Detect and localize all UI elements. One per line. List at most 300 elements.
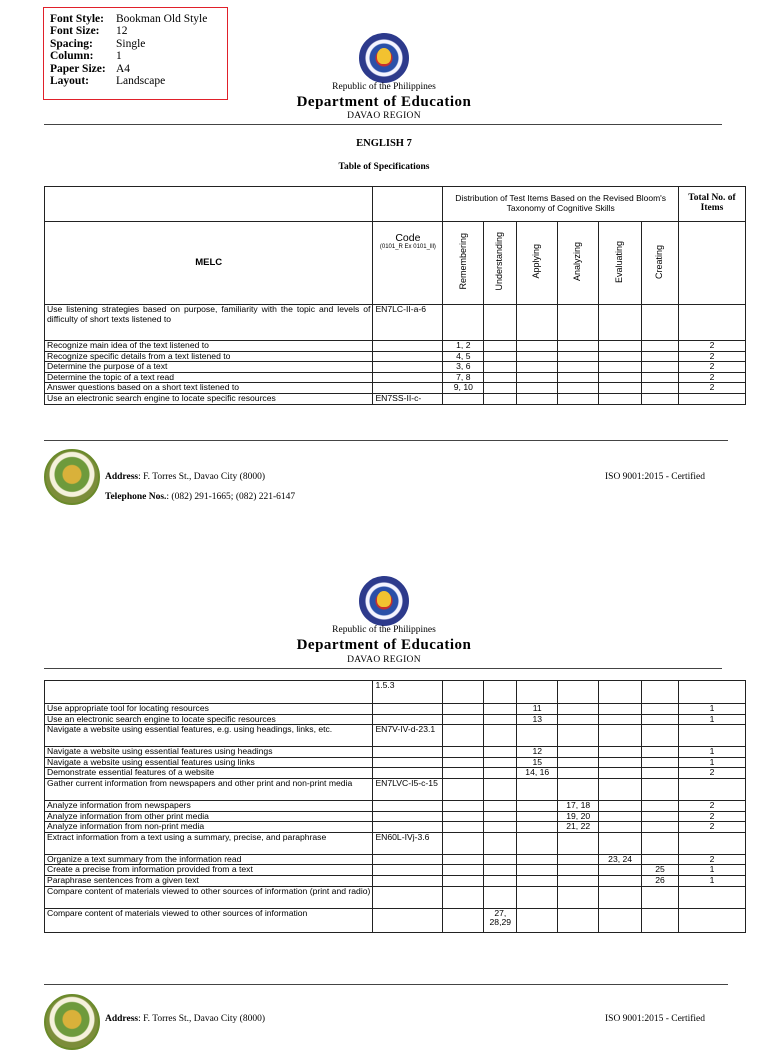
melc-cell: Gather current information from newspapers and other print and non-print media	[45, 778, 373, 800]
item-number-cell: 11	[517, 704, 558, 715]
level-label: Understanding	[494, 232, 505, 291]
total-cell	[679, 393, 746, 404]
item-number-cell: 3, 6	[443, 362, 484, 373]
address-line: Address: F. Torres St., Davao City (8000)	[105, 472, 265, 482]
item-number-cell	[517, 725, 558, 747]
format-note-key: Spacing:	[50, 37, 93, 50]
item-number-cell	[642, 800, 679, 811]
melc-cell: Determine the purpose of a text	[45, 362, 373, 373]
deped-seal-icon	[359, 33, 409, 83]
item-number-cell	[517, 351, 558, 362]
item-number-cell	[558, 714, 599, 725]
table-row	[45, 778, 746, 800]
item-number-cell	[558, 908, 599, 932]
specifications-table-page2	[44, 680, 746, 933]
item-number-cell	[443, 875, 484, 886]
melc-cell: Navigate a website using essential features, e.g. using headings, links, etc.	[45, 725, 373, 747]
item-number-cell	[443, 832, 484, 854]
level-header	[517, 222, 558, 305]
item-number-cell	[484, 865, 517, 876]
table-row	[45, 747, 746, 758]
division-logo-icon	[44, 994, 100, 1050]
item-number-cell	[599, 865, 642, 876]
total-cell: 2	[679, 800, 746, 811]
item-number-cell: 4, 5	[443, 351, 484, 362]
level-label: Applying	[531, 244, 542, 279]
item-number-cell	[558, 757, 599, 768]
item-number-cell	[642, 393, 679, 404]
melc-cell: Use an electronic search engine to locate specific resources	[45, 393, 373, 404]
item-number-cell	[599, 768, 642, 779]
item-number-cell	[558, 854, 599, 865]
code-cell	[373, 747, 443, 758]
item-number-cell	[517, 875, 558, 886]
melc-cell: Use appropriate tool for locating resources	[45, 704, 373, 715]
item-number-cell: 26	[642, 875, 679, 886]
total-cell: 2	[679, 383, 746, 394]
item-number-cell	[599, 811, 642, 822]
item-number-cell	[484, 778, 517, 800]
region-label: DAVAO REGION	[347, 111, 421, 121]
republic-label: Republic of the Philippines	[332, 82, 436, 92]
item-number-cell	[443, 681, 484, 704]
item-number-cell	[484, 362, 517, 373]
table-row	[45, 681, 746, 704]
total-cell: 2	[679, 822, 746, 833]
item-number-cell	[599, 681, 642, 704]
item-number-cell	[517, 383, 558, 394]
total-cell	[679, 778, 746, 800]
melc-cell: Use an electronic search engine to locate specific resources	[45, 714, 373, 725]
melc-cell: Recognize main idea of the text listened to	[45, 341, 373, 352]
footer-rule	[44, 440, 728, 441]
item-number-cell	[558, 725, 599, 747]
item-number-cell	[599, 822, 642, 833]
item-number-cell	[599, 305, 642, 341]
format-note-row	[50, 38, 227, 50]
table-row	[45, 854, 746, 865]
item-number-cell	[484, 681, 517, 704]
item-number-cell	[599, 832, 642, 854]
item-number-cell: 13	[517, 714, 558, 725]
header-rule	[44, 668, 722, 669]
item-number-cell	[558, 704, 599, 715]
format-note-value: 12	[116, 25, 128, 38]
item-number-cell: 1, 2	[443, 341, 484, 352]
item-number-cell	[642, 305, 679, 341]
item-number-cell	[517, 305, 558, 341]
item-number-cell	[484, 757, 517, 768]
subject-title: ENGLISH 7	[356, 138, 412, 149]
table-row	[45, 372, 746, 383]
format-note-row	[50, 50, 227, 62]
total-cell	[679, 305, 746, 341]
item-number-cell	[558, 886, 599, 908]
total-cell: 1	[679, 704, 746, 715]
item-number-cell	[443, 714, 484, 725]
level-label: Evaluating	[614, 240, 625, 283]
table-row	[45, 908, 746, 932]
code-header-label: Code	[395, 232, 421, 244]
item-number-cell	[443, 768, 484, 779]
item-number-cell: 7, 8	[443, 372, 484, 383]
format-note-key: Font Size:	[50, 25, 100, 38]
item-number-cell: 14, 16	[517, 768, 558, 779]
code-cell: 1.5.3	[373, 681, 443, 704]
item-number-cell: 21, 22	[558, 822, 599, 833]
department-title: Department of Education	[296, 637, 472, 653]
item-number-cell	[599, 778, 642, 800]
melc-cell: Determine the topic of a text read	[45, 372, 373, 383]
item-number-cell	[599, 747, 642, 758]
item-number-cell	[558, 341, 599, 352]
item-number-cell	[443, 725, 484, 747]
code-cell	[373, 800, 443, 811]
item-number-cell	[443, 747, 484, 758]
melc-cell: Extract information from a text using a summary, precise, and paraphrase	[45, 832, 373, 854]
total-cell	[679, 886, 746, 908]
format-note-value: Landscape	[116, 75, 166, 88]
code-cell	[373, 811, 443, 822]
address-line: Address: F. Torres St., Davao City (8000)	[105, 1014, 265, 1024]
item-number-cell	[517, 362, 558, 373]
item-number-cell	[558, 865, 599, 876]
table-row	[45, 341, 746, 352]
item-number-cell	[517, 865, 558, 876]
item-number-cell	[484, 341, 517, 352]
item-number-cell	[443, 393, 484, 404]
table-row	[45, 757, 746, 768]
blank-header-cell	[679, 222, 746, 305]
item-number-cell: 27, 28,29	[484, 908, 517, 932]
item-number-cell	[642, 908, 679, 932]
item-number-cell	[517, 854, 558, 865]
item-number-cell	[599, 714, 642, 725]
item-number-cell	[517, 811, 558, 822]
level-label: Analyzing	[572, 242, 583, 282]
melc-header: MELC	[45, 222, 373, 305]
item-number-cell	[642, 832, 679, 854]
code-cell	[373, 822, 443, 833]
format-note-key: Column:	[50, 50, 94, 63]
melc-cell	[45, 681, 373, 704]
item-number-cell	[599, 886, 642, 908]
iso-certification: ISO 9001:2015 - Certified	[605, 1014, 706, 1024]
code-header-sub: (0101_R Ex 0101_lll)	[379, 243, 436, 250]
table-row	[45, 393, 746, 404]
item-number-cell	[484, 854, 517, 865]
table-row	[45, 822, 746, 833]
code-cell	[373, 341, 443, 352]
department-title: Department of Education	[296, 94, 472, 110]
total-cell	[679, 908, 746, 932]
table-row	[45, 305, 746, 341]
blank-header-cell	[373, 187, 443, 222]
item-number-cell	[558, 681, 599, 704]
item-number-cell	[517, 372, 558, 383]
item-number-cell	[558, 351, 599, 362]
item-number-cell	[642, 757, 679, 768]
melc-cell: Demonstrate essential features of a website	[45, 768, 373, 779]
melc-cell: Organize a text summary from the information read	[45, 854, 373, 865]
item-number-cell	[599, 351, 642, 362]
item-number-cell	[484, 393, 517, 404]
item-number-cell	[484, 811, 517, 822]
melc-cell: Analyze information from non-print media	[45, 822, 373, 833]
melc-cell: Analyze information from other print media	[45, 811, 373, 822]
table-row	[45, 832, 746, 854]
code-cell	[373, 362, 443, 373]
melc-cell: Navigate a website using essential features using links	[45, 757, 373, 768]
table-row	[45, 886, 746, 908]
table-row	[45, 875, 746, 886]
item-number-cell	[484, 372, 517, 383]
item-number-cell	[517, 908, 558, 932]
total-cell	[679, 725, 746, 747]
item-number-cell	[484, 832, 517, 854]
melc-cell: Use listening strategies based on purpose, familiarity with the topic and levels of difficulty of short texts listened to	[45, 305, 373, 341]
deped-seal-icon	[359, 576, 409, 626]
table-row	[45, 811, 746, 822]
item-number-cell	[484, 822, 517, 833]
item-number-cell	[642, 725, 679, 747]
code-cell	[373, 875, 443, 886]
code-cell	[373, 383, 443, 394]
item-number-cell	[558, 747, 599, 758]
region-label: DAVAO REGION	[347, 655, 421, 665]
item-number-cell	[443, 305, 484, 341]
melc-cell: Answer questions based on a short text listened to	[45, 383, 373, 394]
item-number-cell	[517, 886, 558, 908]
item-number-cell	[443, 811, 484, 822]
code-cell	[373, 351, 443, 362]
item-number-cell	[599, 383, 642, 394]
code-cell: EN7LC-II-a-6	[373, 305, 443, 341]
format-note-key: Layout:	[50, 75, 89, 88]
item-number-cell	[642, 778, 679, 800]
table-row	[45, 865, 746, 876]
melc-cell: Compare content of materials viewed to other sources of information (print and radio)	[45, 886, 373, 908]
item-number-cell	[642, 822, 679, 833]
item-number-cell	[443, 822, 484, 833]
format-note-value: Bookman Old Style	[116, 13, 208, 25]
item-number-cell	[517, 341, 558, 352]
item-number-cell	[599, 704, 642, 715]
item-number-cell	[599, 800, 642, 811]
item-number-cell	[443, 757, 484, 768]
item-number-cell	[558, 778, 599, 800]
item-number-cell	[443, 886, 484, 908]
total-cell: 2	[679, 811, 746, 822]
item-number-cell	[517, 681, 558, 704]
code-cell	[373, 704, 443, 715]
total-cell	[679, 681, 746, 704]
item-number-cell	[484, 383, 517, 394]
header-rule	[44, 124, 722, 125]
format-note-value: A4	[116, 62, 131, 75]
total-cell	[679, 832, 746, 854]
code-cell	[373, 865, 443, 876]
republic-label: Republic of the Philippines	[332, 625, 436, 635]
level-header	[484, 222, 517, 305]
table-row	[45, 725, 746, 747]
item-number-cell	[558, 362, 599, 373]
item-number-cell	[558, 372, 599, 383]
code-header	[373, 222, 443, 305]
item-number-cell	[558, 875, 599, 886]
iso-certification: ISO 9001:2015 - Certified	[605, 472, 706, 482]
total-cell: 1	[679, 875, 746, 886]
item-number-cell: 17, 18	[558, 800, 599, 811]
item-number-cell	[642, 372, 679, 383]
code-cell: EN7V-IV-d-23.1	[373, 725, 443, 747]
item-number-cell	[599, 341, 642, 352]
item-number-cell	[443, 800, 484, 811]
document-title: Table of Specifications	[338, 162, 430, 172]
code-cell	[373, 714, 443, 725]
total-cell: 2	[679, 854, 746, 865]
distribution-header: Distribution of Test Items Based on the Revised Bloom's Taxonomy of Cognitive Skills	[443, 187, 679, 222]
item-number-cell	[484, 725, 517, 747]
item-number-cell	[642, 747, 679, 758]
melc-cell: Navigate a website using essential features using headings	[45, 747, 373, 758]
level-header	[558, 222, 599, 305]
item-number-cell: 12	[517, 747, 558, 758]
total-cell: 2	[679, 341, 746, 352]
format-note-value: 1	[116, 50, 122, 63]
item-number-cell	[517, 778, 558, 800]
code-cell	[373, 886, 443, 908]
item-number-cell	[599, 725, 642, 747]
code-cell: EN7SS-II-c-	[373, 393, 443, 404]
format-note-box	[43, 7, 228, 100]
item-number-cell: 15	[517, 757, 558, 768]
footer-rule	[44, 984, 728, 985]
item-number-cell: 25	[642, 865, 679, 876]
format-note-row	[50, 25, 227, 37]
item-number-cell	[443, 778, 484, 800]
item-number-cell	[443, 865, 484, 876]
item-number-cell	[558, 393, 599, 404]
item-number-cell	[599, 362, 642, 373]
item-number-cell	[443, 854, 484, 865]
melc-cell: Recognize specific details from a text listened to	[45, 351, 373, 362]
item-number-cell	[484, 351, 517, 362]
item-number-cell	[642, 351, 679, 362]
format-note-row	[50, 75, 227, 87]
format-note-row	[50, 13, 227, 25]
level-label: Remembering	[457, 233, 468, 290]
melc-cell: Paraphrase sentences from a given text	[45, 875, 373, 886]
table-row	[45, 768, 746, 779]
item-number-cell: 9, 10	[443, 383, 484, 394]
item-number-cell	[642, 768, 679, 779]
item-number-cell	[443, 908, 484, 932]
table-row	[45, 714, 746, 725]
item-number-cell	[484, 704, 517, 715]
melc-cell: Create a precise from information provided from a text	[45, 865, 373, 876]
level-header	[443, 222, 484, 305]
item-number-cell	[642, 362, 679, 373]
item-number-cell	[599, 393, 642, 404]
table-row	[45, 383, 746, 394]
total-cell: 2	[679, 768, 746, 779]
item-number-cell	[484, 800, 517, 811]
code-cell: EN60L-IVj-3.6	[373, 832, 443, 854]
melc-cell: Analyze information from newspapers	[45, 800, 373, 811]
item-number-cell	[484, 886, 517, 908]
item-number-cell	[642, 681, 679, 704]
level-header	[642, 222, 679, 305]
item-number-cell	[599, 908, 642, 932]
melc-cell: Compare content of materials viewed to other sources of information	[45, 908, 373, 932]
item-number-cell	[558, 305, 599, 341]
code-cell	[373, 372, 443, 383]
table-row	[45, 351, 746, 362]
table-row	[45, 704, 746, 715]
item-number-cell: 19, 20	[558, 811, 599, 822]
item-number-cell	[517, 800, 558, 811]
item-number-cell: 23, 24	[599, 854, 642, 865]
total-items-header: Total No. of Items	[679, 187, 746, 222]
total-cell: 1	[679, 865, 746, 876]
item-number-cell	[517, 822, 558, 833]
item-number-cell	[558, 832, 599, 854]
format-note-key: Paper Size:	[50, 62, 106, 75]
item-number-cell	[642, 341, 679, 352]
item-number-cell	[599, 875, 642, 886]
telephone-line: Telephone Nos.: (082) 291-1665; (082) 221-6147	[105, 492, 296, 502]
format-note-row	[50, 63, 227, 75]
level-label: Creating	[654, 244, 665, 279]
item-number-cell	[558, 768, 599, 779]
item-number-cell	[642, 854, 679, 865]
item-number-cell	[484, 875, 517, 886]
code-cell	[373, 768, 443, 779]
total-cell: 2	[679, 372, 746, 383]
code-cell	[373, 854, 443, 865]
code-cell: EN7LVC-I5-c-15	[373, 778, 443, 800]
code-cell	[373, 757, 443, 768]
item-number-cell	[443, 704, 484, 715]
item-number-cell	[642, 811, 679, 822]
total-cell: 1	[679, 747, 746, 758]
item-number-cell	[517, 393, 558, 404]
total-cell: 1	[679, 757, 746, 768]
specifications-table-page1	[44, 186, 746, 405]
item-number-cell	[558, 383, 599, 394]
item-number-cell	[484, 714, 517, 725]
code-cell	[373, 908, 443, 932]
item-number-cell	[642, 383, 679, 394]
table-row	[45, 362, 746, 373]
item-number-cell	[599, 372, 642, 383]
item-number-cell	[642, 714, 679, 725]
format-note-key: Font Style:	[50, 13, 104, 25]
blank-header-cell	[45, 187, 373, 222]
table-row	[45, 800, 746, 811]
item-number-cell	[642, 704, 679, 715]
format-note-value: Single	[116, 37, 146, 50]
item-number-cell	[517, 832, 558, 854]
item-number-cell	[484, 747, 517, 758]
total-cell: 2	[679, 351, 746, 362]
item-number-cell	[484, 305, 517, 341]
item-number-cell	[599, 757, 642, 768]
division-logo-icon	[44, 449, 100, 505]
item-number-cell	[642, 886, 679, 908]
total-cell: 2	[679, 362, 746, 373]
